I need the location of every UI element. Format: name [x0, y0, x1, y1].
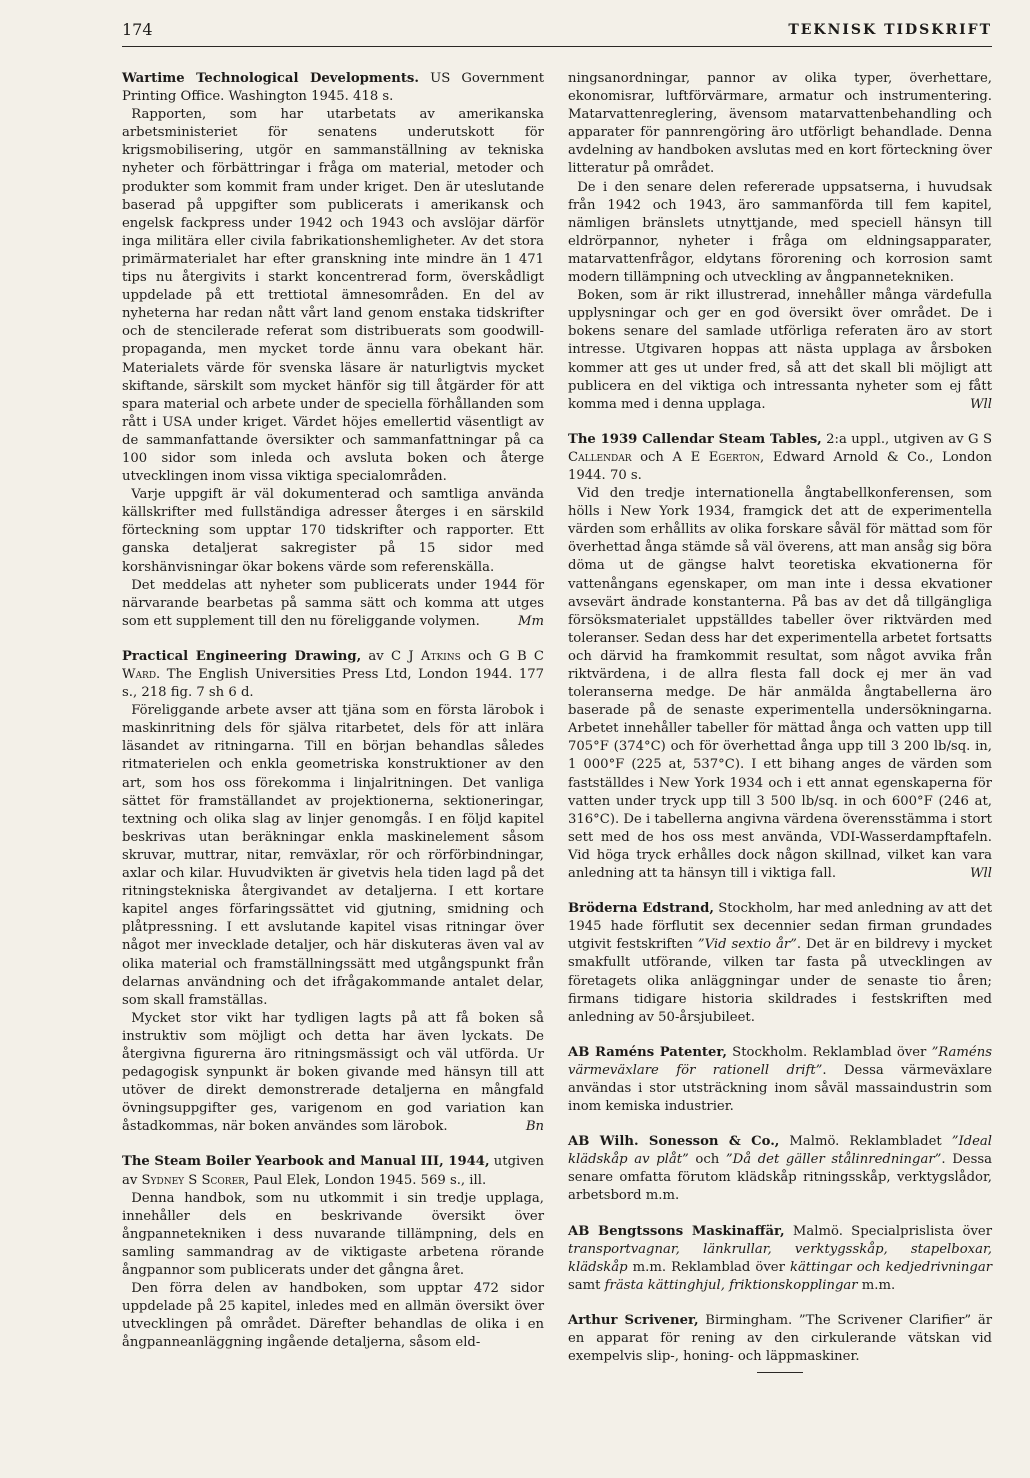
- notice-text: [568, 1223, 992, 1295]
- paragraph: ningsanordningar, pannor av olika typer, överhettare, ekonomisrar, luftförvärmare, armatur och instrumentering. Matarvattenreglering, ävensom matarvattenbehandling och apparater för pannrengöring äro utförligt behandlade. Denna avdelning av handboken avslutas med en kort förteckning över litteratur på området.: [568, 71, 992, 177]
- review-title: The Steam Boiler Yearbook and Manual III, 1944,: [122, 1154, 490, 1170]
- author-name: A E Egerton: [672, 449, 761, 465]
- notice-body: . Dessa senare omfatta förutom klädskåp ritningsskåp, verktygslådor, arbetsbord m.m.: [568, 1152, 993, 1204]
- reviewer-signature: Mm: [517, 613, 544, 629]
- product-list: transportvagnar, länkrullar, verktygsskåp, stapelboxar, klädskåp: [568, 1241, 992, 1275]
- notice-edstrand: [568, 900, 992, 1027]
- review-biblio: US Government Printing Office. Washington 1945. 418 s.: [122, 71, 544, 105]
- author-name: G B C Ward: [122, 648, 544, 682]
- page-number: 174: [122, 20, 153, 39]
- review-biblio: 2:a uppl., utgiven av: [821, 431, 969, 447]
- right-column: [568, 70, 992, 1390]
- journal-title: TEKNISK TIDSKRIFT: [788, 22, 992, 38]
- connector-text: av: [361, 648, 392, 664]
- publication-title: ”Då det gäller stålinredningar”: [725, 1152, 942, 1168]
- author-name: G S Callendar: [568, 431, 992, 465]
- notice-text: [568, 900, 992, 1027]
- review-heading: [122, 648, 544, 702]
- author-name: Sydney S Scorer: [141, 1172, 245, 1188]
- paragraph: De i den senare delen refererade uppsatserna, i huvudsak från 1942 och 1943, äro sammanförda till fem kapitel, nämligen bränslets utnyttjande, med speciell hänsyn till eldrörpannor, nyheter i fråga om eldningsapparater, matarvattenfrågor, eldytans förorening och korrosion samt modern tillämpning och utveckling av ångpannetekniken.: [568, 179, 992, 286]
- reviewer-signature: Bn: [525, 1119, 544, 1135]
- paragraph: Denna handbok, som nu utkommit i sin tredje upplaga, innehåller dels en beskrivande översikt över ångpannetekniken i dess nuvarande tillämpning, dels en samling sammandrag av de viktigaste arbetena rörande ångpannor som publicerats under det gångna året.: [122, 1190, 544, 1278]
- review-wartime: [122, 70, 544, 631]
- review-biblio: , Edward Arnold & Co., London 1944. 70 s.: [568, 449, 993, 483]
- review-title: The 1939 Callendar Steam Tables,: [568, 431, 822, 447]
- notice-body: samt: [568, 1277, 605, 1293]
- page-header: [122, 14, 992, 44]
- paragraph-text: Boken, som är rikt illustrerad, innehåller många värdefulla upplysningar och ger en god översikt över området. De i bokens senare del samlade utförliga referaten äro av stort intresse. Utgivaren hoppas att nästa upplaga av årsboken kommer att ges ut under fred, så att det skall bli möjligt att publicera en del viktiga och intressanta nyheter som ej fått komma med i denna upplaga.: [568, 288, 992, 412]
- paragraph: Rapporten, som har utarbetats av amerikanska arbetsministeriet för senatens underutskott för krigsmobilisering, utgör en sammanställning av tekniska nyheter och förbättringar i fråga om material, metoder och produkter som kommit fram under kriget. Den är uteslutande baserad på uppgifter som publicerats i amerikansk och engelsk fackpress under 1942 och 1943 och avslöjar därför inga militära eller civila fabrikationshemligheter. Av det stora primärmaterialet har efter granskning inte mindre än 1 471 tips nu återgivits i starkt koncentrerad form, överskådligt uppdelade på ett trettiotal ämnesområden. En del av nyheterna har redan nått vårt land genom enstaka tidskrifter och de stencilerade referat som distribuerats som goodwill-propaganda, men mycket torde ännu vara obekant här. Materialets värde för svenska läsare är naturligtvis mycket skiftande, särskilt som mycket hänför sig till åtgärder för att spara material och arbete under de speciella förhållanden som rått i USA under kriget. Värdet höjes emellertid väsentligt av de sammanfattande översikter och sammanfattningar på ca 100 sidor som inleda och avsluta boken och återge utvecklingen inom vissa viktiga specialområden.: [122, 107, 544, 485]
- notice-text: [568, 1312, 992, 1366]
- author-name: C J Atkins: [391, 648, 461, 664]
- product-list: frästa kättinghjul, friktionskopplingar: [604, 1277, 858, 1293]
- review-biblio: . The English Universities Press Ltd, London 1944. 177 s., 218 fig. 7 sh 6 d.: [122, 667, 544, 701]
- review-heading: [122, 70, 544, 106]
- notice-body: Malmö. Specialprislista över: [784, 1223, 992, 1239]
- review-boiler-continued: [568, 70, 992, 414]
- review-drawing: [122, 648, 544, 1137]
- review-heading: [568, 431, 992, 485]
- notice-body: och: [688, 1152, 726, 1168]
- connector-text: och: [460, 648, 500, 664]
- paragraph: [122, 1010, 544, 1137]
- left-column: [122, 70, 544, 1369]
- notice-body: Stockholm, har med anledning av att det 1945 hade förflutit sex decennier sedan firman grundades utgivit festskriften: [568, 901, 992, 953]
- connector-text: utgiven av: [122, 1154, 544, 1188]
- notice-scrivener: [568, 1312, 992, 1373]
- header-rule: [122, 46, 992, 47]
- notice-title: Bröderna Edstrand,: [568, 901, 714, 917]
- paragraph: Den förra delen av handboken, som upptar 472 sidor uppdelade på 25 kapitel, inledes med en allmän översikt över utvecklingen på området. Därefter behandlas de olika i en ångpanneanläggning ingående detaljerna, såsom eld-: [122, 1281, 544, 1351]
- review-heading: [122, 1153, 544, 1189]
- paragraph: Varje uppgift är väl dokumenterad och samtliga använda källskrifter med fullständiga adresser återges i en särskild förteckning som upptar 170 tidskrifter och rapporter. Ett ganska detaljerat sakregister på 15 sidor med korshänvisningar ökar bokens värde som referenskälla.: [122, 487, 544, 575]
- notice-body: . Dessa värmeväxlare användas i stor utsträckning inom såväl massaindustrin som inom kemiska industrier.: [568, 1062, 992, 1115]
- notice-title: AB Raméns Patenter,: [568, 1044, 727, 1060]
- connector-text: och: [631, 449, 673, 465]
- publication-title: ”Ideal klädskåp av plåt”: [568, 1134, 992, 1168]
- notice-text: [568, 1133, 992, 1205]
- notice-body: . Det är en bildrevy i mycket smakfullt utförande, vilken tar fasta på utvecklingen av företagets olika anläggningar under de senaste tio åren; firmans tidigare historia skildrades i festskriften med anledning av 50-årsjubileet.: [568, 937, 993, 1025]
- notice-sonesson: [568, 1133, 992, 1205]
- notice-title: AB Bengtssons Maskinaffär,: [568, 1223, 785, 1239]
- reviewer-signature: Wll: [970, 396, 992, 412]
- notice-body: m.m. Reklamblad över: [627, 1259, 790, 1275]
- paragraph: Föreliggande arbete avser att tjäna som en första lärobok i maskinritning dels för själva ritarbetet, dels för att inlära läsandet av ritningarna. Till en början behandlas således ritmaterielen och enkla geometriska konstruktioner av den art, som hos oss förekomma i linjalritningen. Det vanliga sättet för framställandet av projektionerna, sektioneringar, textning och olika slag av linjer genomgås. I en följd kapitel beskrivas utan beräkningar enkla maskinelement såsom skruvar, muttrar, nitar, remväxlar, rör och rörförbindningar, axlar och kilar. Huvudvikten är givetvis hela tiden lagd på det ritningstekniska återgivandet av detaljerna. I ett kortare kapitel anges förfaringssättet vid gjutning, smidning och plåtpressning. I ett avslutande kapitel visas ritningar över något mer invecklade detaljer, och här diskuteras även val av olika material och framställningssätt med utgångspunkt från delarnas användning och det ifrågakommande antalet delar, som skall framställas.: [122, 703, 544, 1008]
- reviewer-signature: Wll: [970, 866, 992, 882]
- paragraph-text: Mycket stor vikt har tydligen lagts på att få boken så instruktiv som möjligt och detta har även lyckats. De återgivna figurerna äro ritningsmässigt och väl utförda. Ur pedagogisk synpunkt är boken givande med hänsyn till att utöver de direkt demonstrerade detaljerna en mångfald övningsuppgifter ges, varigenom en god variation kan åstadkommas, när boken användes som lärobok.: [122, 1010, 544, 1135]
- paragraph: [568, 485, 992, 883]
- notice-bengtsson: [568, 1223, 992, 1295]
- notice-text: [568, 1044, 992, 1116]
- review-biblio: , Paul Elek, London 1945. 569 s., ill.: [244, 1172, 487, 1188]
- paragraph: [122, 577, 544, 631]
- publication-title: ”Raméns värmeväxlare för rationell drift”: [568, 1044, 992, 1078]
- notice-body: m.m.: [857, 1277, 896, 1293]
- review-title: Wartime Technological Developments.: [122, 71, 419, 86]
- notice-body: Birmingham. ”The Scrivener Clarifier” är en apparat för rening av den cirkulerande vätskan vid exempelvis slip-, honing- och läppmaskiner.: [568, 1312, 992, 1365]
- notice-body: Malmö. Reklambladet: [779, 1134, 952, 1150]
- review-title: Practical Engineering Drawing,: [122, 648, 362, 664]
- notice-title: AB Wilh. Sonesson & Co.,: [568, 1134, 780, 1150]
- review-boiler: [122, 1153, 544, 1352]
- product-list: kättingar och kedjedrivningar: [789, 1259, 992, 1275]
- paragraph-text: Det meddelas att nyheter som publicerats under 1944 för närvarande bearbetas på samma sätt och komma att utges som ett supplement till den nu föreliggande volymen.: [122, 577, 544, 629]
- paragraph: [568, 287, 992, 414]
- notice-ramens: [568, 1044, 992, 1116]
- paragraph-text: Vid den tredje internationella ångtabellkonferensen, som hölls i New York 1934, framgick det att de experimentella värden som erhållits av olika forskare såväl för mättad som för överhettad ånga stämde så väl överens, att man ansåg sig böra döma ut de gängse halvt teoretiska ekvationerna för vattenångans egenskaper, om man inte i dessa ekvationer avsevärt ändrade konstanterna. På bas av det då tillgängliga försöksmaterialet uppställdes tabeller över riktvärden med toleranser. Sedan dess har det experimentella arbetet fortsatts och därvid ha framkommit resultat, som något avvika från riktvärdena, i de allra flesta fall dock ej mer än vad toleranserna medge. De här anmälda ångtabellerna äro baserade på de senaste experimentella undersökningarna. Arbetet innehåller tabeller för mättad ånga och vatten upp till 705°F (374°C) och för överhettad ånga upp till 3 200 lb/sq. in, 1 000°F (225 at, 537°C). I ett bihang anges de värden som fastställdes i New York 1934 och i ett annat egenskaperna för vatten under tryck upp till 3 500 lb/sq. in och 600°F (246 at, 316°C). De i tabellerna angivna värdena överensstämma i stort sett med de hos oss mest använda, VDI-Wasserdampftafeln. Vid höga tryck erhålles dock någon skillnad, vilket kan vara anledning att ta hänsyn till i viktiga fall.: [568, 486, 992, 882]
- publication-title: ”Vid sextio år”: [697, 937, 797, 953]
- notice-body: Stockholm. Reklamblad över: [726, 1044, 932, 1060]
- notice-title: Arthur Scrivener,: [568, 1312, 699, 1328]
- end-rule: [757, 1372, 803, 1373]
- review-callendar: [568, 431, 992, 883]
